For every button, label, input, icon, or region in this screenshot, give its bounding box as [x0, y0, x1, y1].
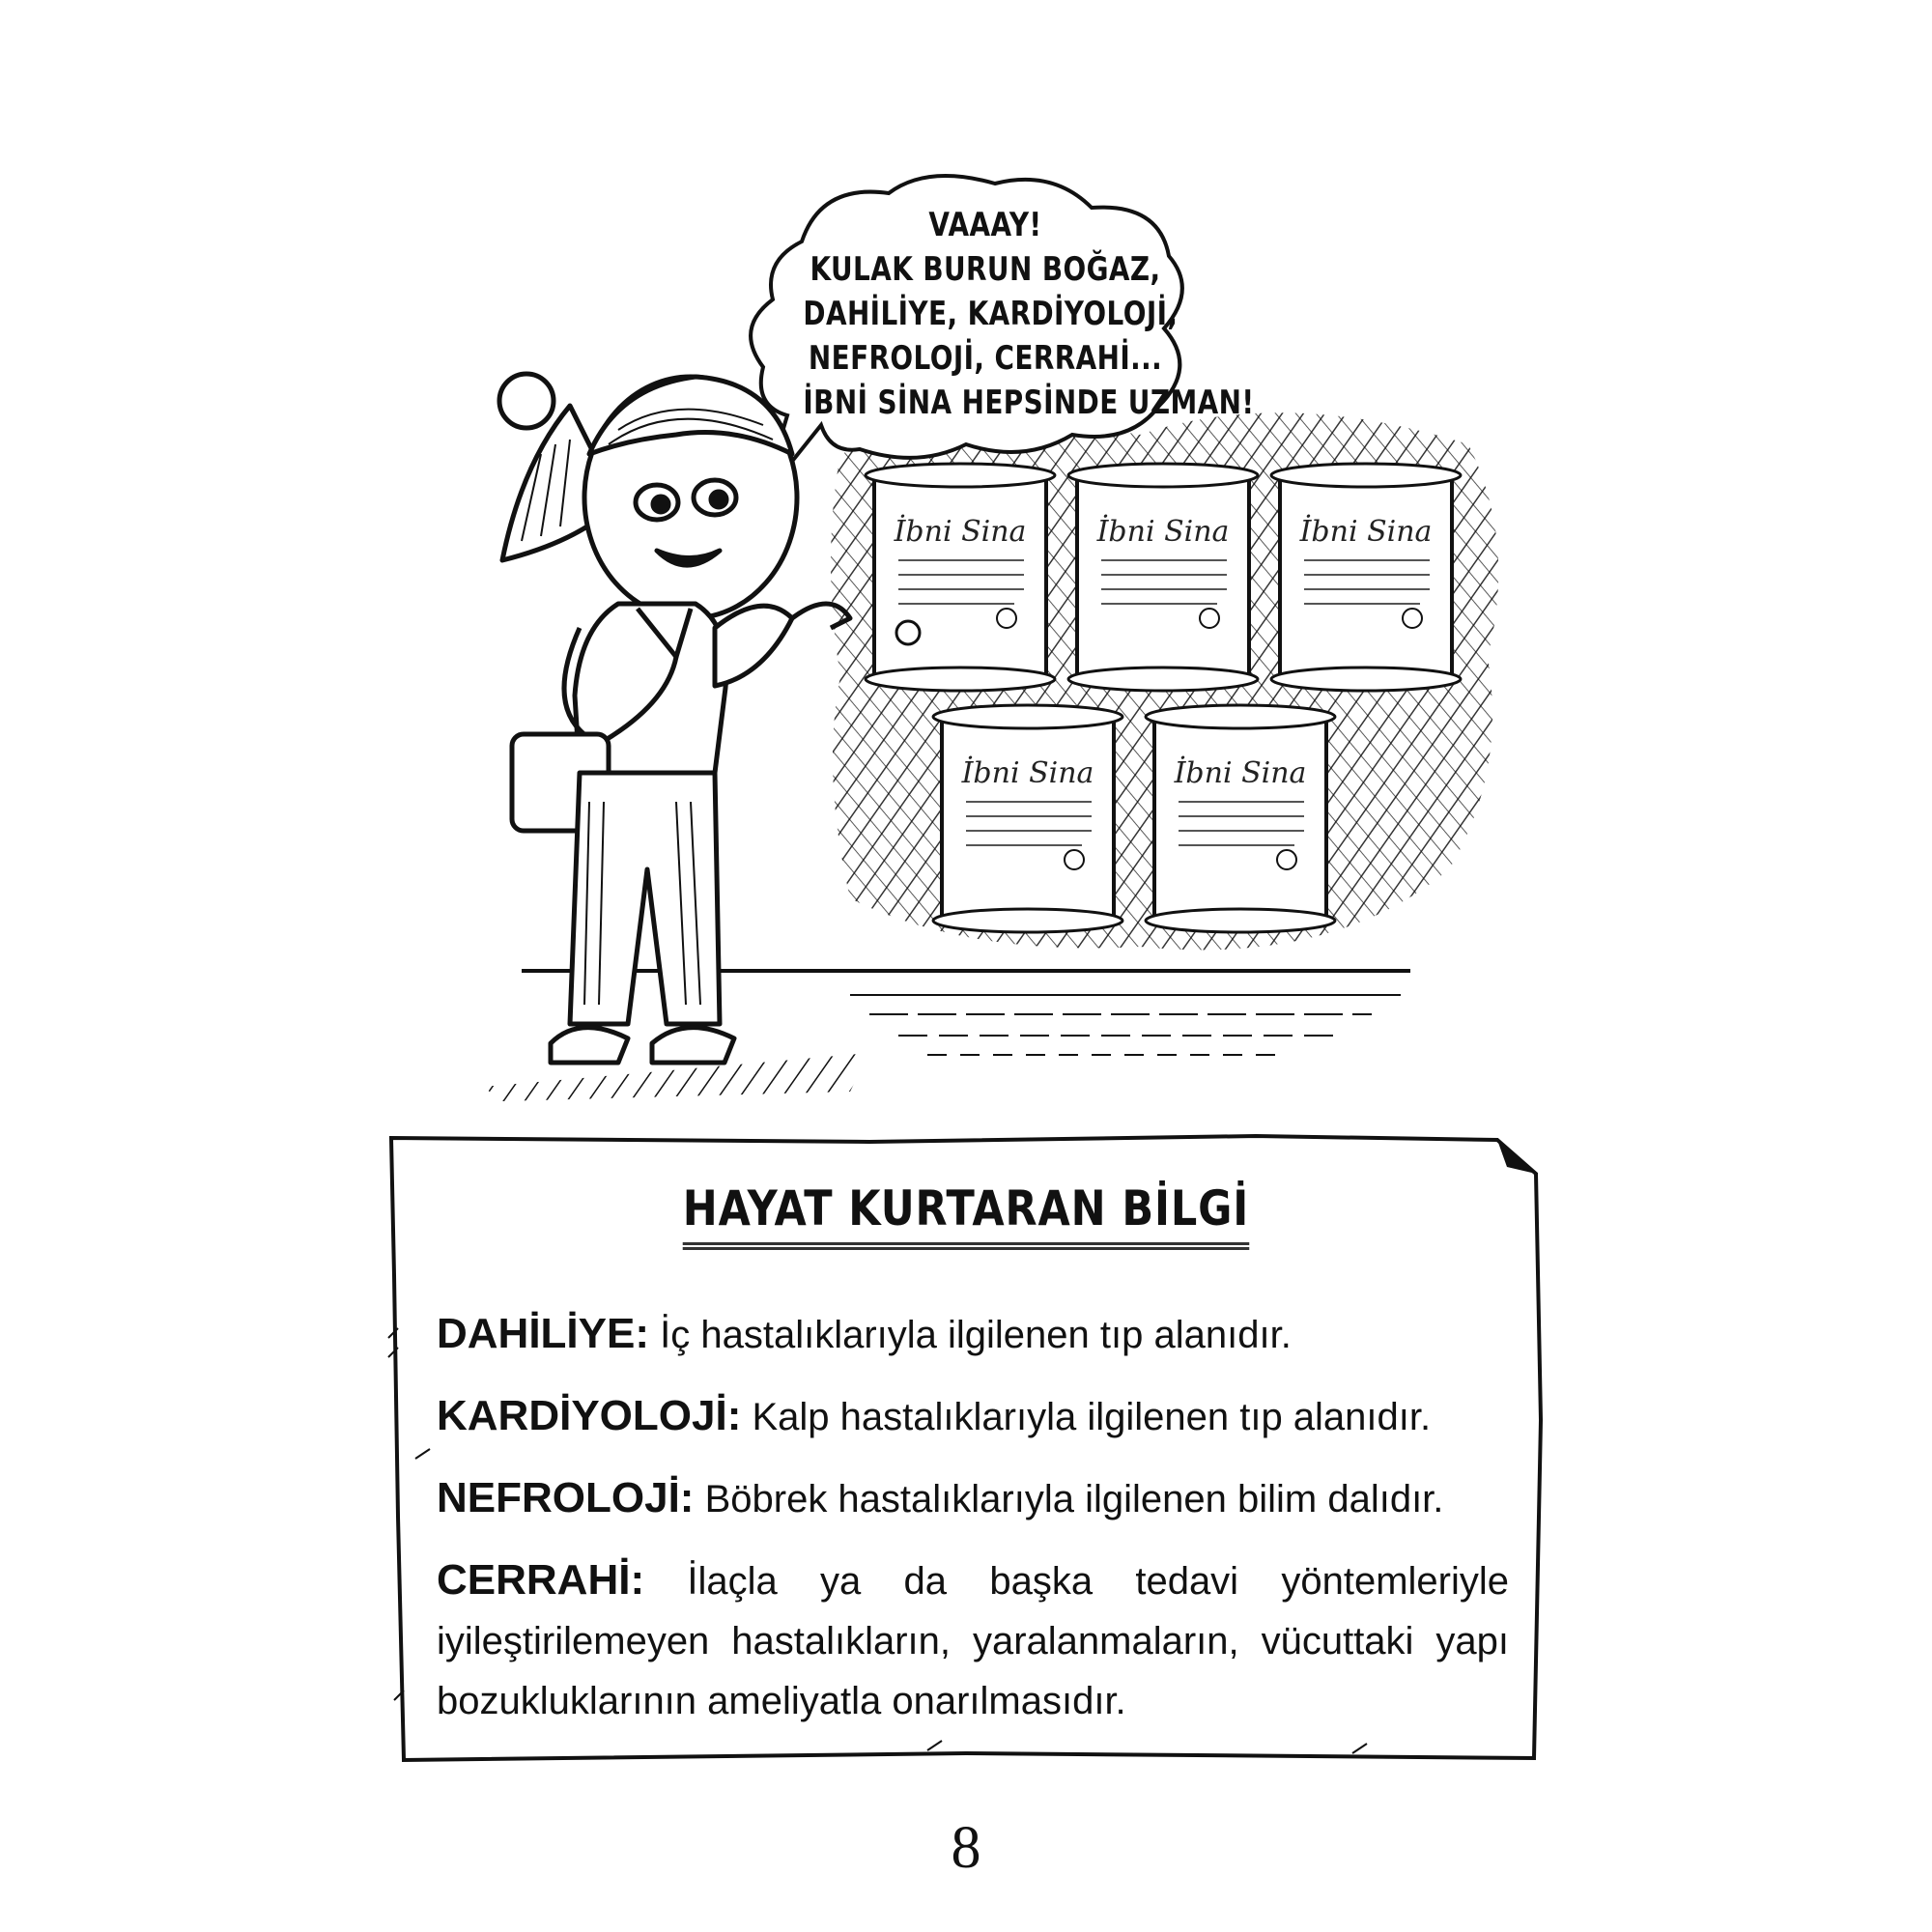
page-number: 8	[951, 1815, 981, 1881]
definition-item	[437, 1386, 1509, 1447]
diploma	[1271, 464, 1461, 691]
definition-term: KARDİYOLOJİ:	[437, 1392, 742, 1439]
svg-text:İbni Sina: İbni Sina	[1096, 515, 1230, 549]
bubble-line: KULAK BURUN BOĞAZ,	[810, 250, 1161, 289]
diploma	[1068, 464, 1258, 691]
info-box-title	[386, 1180, 1546, 1250]
svg-text:İbni Sina: İbni Sina	[894, 515, 1027, 549]
info-box-title-text: HAYAT KURTARAN BİLGİ	[683, 1180, 1249, 1250]
definition-term: DAHİLİYE:	[437, 1310, 649, 1357]
definition-term: CERRAHİ:	[437, 1556, 645, 1604]
bubble-line: İBNİ SİNA HEPSİNDE UZMAN!	[803, 384, 1255, 422]
definition-text: Kalp hastalıklarıyla ilgilenen tıp alanıdır.	[752, 1396, 1432, 1438]
definition-term: NEFROLOJİ:	[437, 1474, 695, 1521]
diploma	[866, 464, 1055, 691]
definition-item	[437, 1468, 1509, 1529]
bubble-line: VAAAY!	[928, 206, 1042, 244]
diploma	[933, 705, 1122, 932]
definition-item	[437, 1550, 1509, 1731]
diploma	[1146, 705, 1335, 932]
speech-bubble-text	[803, 203, 1255, 425]
svg-text:İbni Sina: İbni Sina	[961, 756, 1094, 790]
definition-text: Böbrek hastalıklarıyla ilgilenen bilim dalıdır.	[704, 1478, 1444, 1520]
definitions-list	[437, 1304, 1509, 1752]
info-box	[386, 1130, 1546, 1768]
girl-character	[499, 374, 850, 1063]
svg-text:İbni Sina: İbni Sina	[1299, 515, 1433, 549]
bubble-line: DAHİLİYE, KARDİYOLOJİ,	[803, 295, 1179, 333]
definition-text: İç hastalıklarıyla ilgilenen tıp alanıdır.	[660, 1314, 1292, 1356]
bubble-line: NEFROLOJİ, CERRAHİ...	[808, 339, 1163, 378]
definition-text: İlaçla ya da başka tedavi yöntemleriyle iyileştirilemeyen hastalıkların, yaralanmaların, vücuttaki yapı bozukluklarının ameliyatla onarılmasıdır.	[437, 1560, 1509, 1722]
definition-item	[437, 1304, 1509, 1365]
svg-text:İbni Sina: İbni Sina	[1174, 756, 1307, 790]
